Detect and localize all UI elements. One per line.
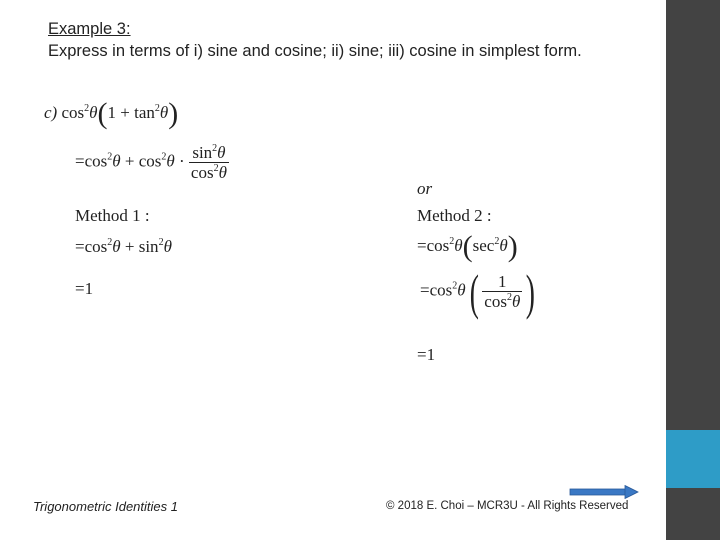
or-label: or xyxy=(417,179,433,198)
example-heading: Example 3: xyxy=(48,20,131,38)
sin-over-cos-fraction: $\frac{\sin^2\theta}{\cos^2\theta}$ xyxy=(190,143,227,182)
example-instruction: Express in terms of i) sine and cosine; ii) sine; iii) cosine in simplest form. xyxy=(48,42,582,60)
method-1-label: Method 1 : xyxy=(75,206,150,225)
sidebar-dark-panel xyxy=(666,0,720,430)
footer-copyright: © 2018 E. Choi – MCR3U - All Rights Reserved xyxy=(386,500,629,512)
method-1-result: =1 xyxy=(75,279,94,298)
part-label: c) xyxy=(44,103,58,122)
method-1-step: $=\cos^2\theta + \sin^2\theta$ xyxy=(75,237,172,256)
footer-slide-title: Trigonometric Identities 1 xyxy=(33,499,178,514)
method-2-result: =1 xyxy=(417,345,436,364)
method-2-step-sec: $=\cos^2\theta(\sec^2\theta)$ xyxy=(417,230,518,264)
slide-title xyxy=(48,18,648,62)
sec-term: sec xyxy=(472,236,495,255)
right-arrow-icon[interactable] xyxy=(569,485,639,499)
one-over-cos-fraction: $\frac{1}{\cos^2\theta}$ xyxy=(484,272,521,311)
method-2-label: Method 2 : xyxy=(417,206,492,225)
sidebar-accent-block xyxy=(666,430,720,488)
open-paren: ( xyxy=(97,97,108,131)
cos-term: cos xyxy=(61,103,85,122)
method-2-step-fraction: $=\cos^2\theta$( $\frac{1}{\cos^2\theta}$ ) xyxy=(420,263,536,320)
step-substitute: $=\cos^2\theta + \cos^2\theta$ · $\frac{\sin^2\theta}{\cos^2\theta}$ xyxy=(75,143,227,182)
expression-c: c) $\cos^2\theta(1 + \tan^2\theta)$ xyxy=(44,97,179,131)
tan-term: tan xyxy=(134,103,155,122)
close-paren: ) xyxy=(168,97,179,131)
sidebar-dark-bottom-panel xyxy=(666,488,720,540)
